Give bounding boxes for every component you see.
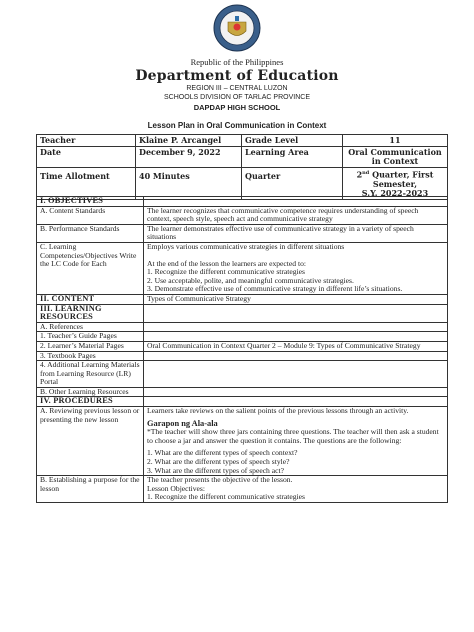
lc-line: Employs various communicative strategies in different situations <box>147 241 345 251</box>
learning-competencies-label: C. Learning Competencies/Objectives Write the LC Code for Each <box>37 242 144 294</box>
additional-materials-label: 4. Additional Learning Materials from Learning Resource (LR) Portal <box>37 361 144 388</box>
quarter-value <box>343 168 448 200</box>
row-learners-material <box>37 341 448 351</box>
performance-standards-label: B. Performance Standards <box>37 224 144 242</box>
teachers-guide-label: 1. Teacher’s Guide Pages <box>37 332 144 342</box>
row-additional-materials <box>37 361 448 388</box>
republic-line: Republic of the Philippines <box>190 57 284 67</box>
area-label: Learning Area <box>242 147 343 168</box>
establishing-purpose-value <box>144 476 448 503</box>
teacher-label: Teacher <box>37 135 136 147</box>
reviewing-lesson-value <box>144 407 448 476</box>
activity-instructions: *The teacher will show three jars containing three questions. The teacher will then ask a student to choose a jar and answer the question it contains. The questions are the following: <box>147 427 439 445</box>
deped-seal-icon <box>213 4 261 52</box>
region-line: REGION III – CENTRAL LUZON <box>186 85 288 92</box>
grade-value: 11 <box>343 135 448 147</box>
school-name: DAPDAP HIGH SCHOOL <box>193 103 281 112</box>
textbook-pages-label: 3. Textbook Pages <box>37 351 144 361</box>
quarter-suffix: nd <box>362 170 370 176</box>
reviewing-lesson-label: A. Reviewing previous lesson or presenting the new lesson <box>37 407 144 476</box>
learning-competencies-value <box>144 242 448 294</box>
info-row-date <box>37 147 448 168</box>
lesson-plan-title: Lesson Plan in Oral Communication in Context <box>147 121 327 130</box>
row-content-standards <box>37 206 448 224</box>
content-heading: II. CONTENT <box>37 294 144 304</box>
division-line: SCHOOLS DIVISION OF TARLAC PROVINCE <box>164 94 310 101</box>
area-value: Oral Communication in Context <box>343 147 448 168</box>
row-reviewing-lesson <box>37 407 448 476</box>
row-performance-standards <box>37 224 448 242</box>
date-value: December 9, 2022 <box>136 147 242 168</box>
teacher-value: Klaine P. Arcangel <box>136 135 242 147</box>
learners-material-value: Oral Communication in Context Quarter 2 – Module 9: Types of Communicative Strategy <box>144 341 448 351</box>
section-learning-resources <box>37 304 448 322</box>
activity-title: Garapon ng Ala-ala <box>147 418 218 428</box>
lesson-plan-table <box>36 196 448 503</box>
quarter-text: Quarter, First Semester, <box>369 169 434 189</box>
content-standards-value: The learner recognizes that communicative competence requires understanding of speech context, speech style, speech act and communicative strategy <box>144 206 448 224</box>
learners-material-label: 2. Learner’s Material Pages <box>37 341 144 351</box>
review-question: 2. What are the different types of speech style? <box>147 457 290 467</box>
establishing-purpose-label: B. Establishing a purpose for the lesson <box>37 476 144 503</box>
row-learning-competencies <box>37 242 448 294</box>
grade-label: Grade Level <box>242 135 343 147</box>
review-question: 1. What are the different types of speech context? <box>147 448 298 458</box>
purpose-line: The teacher presents the objective of the lesson. <box>147 475 293 485</box>
info-row-teacher <box>37 135 448 147</box>
lc-line: At the end of the lesson the learners are expected to: <box>147 258 306 268</box>
performance-standards-value: The learner demonstrates effective use of communicative strategy in a variety of speech situations <box>144 224 448 242</box>
purpose-line: 1. Recognize the different communicative strategies <box>147 492 306 502</box>
procedures-heading: IV. PROCEDURES <box>37 397 144 407</box>
info-row-time <box>37 168 448 200</box>
row-establishing-purpose <box>37 476 448 503</box>
time-label: Time Allotment <box>37 168 136 200</box>
school-year: S.Y. 2022-2023 <box>361 187 429 198</box>
lc-objective: 1. Recognize the different communicative strategies <box>147 267 306 277</box>
learning-resources-heading: III. LEARNING RESOURCES <box>37 304 144 322</box>
purpose-line: Lesson Objectives: <box>147 483 205 493</box>
info-table <box>36 134 448 200</box>
lc-objective: 2. Use acceptable, polite, and meaningful communicative strategies. <box>147 275 354 285</box>
quarter-number: 2 <box>356 169 363 180</box>
content-standards-label: A. Content Standards <box>37 206 144 224</box>
department-name: Department of Education <box>135 68 339 84</box>
content-value: Types of Communicative Strategy <box>144 294 448 304</box>
other-resources-label: B. Other Learning Resources <box>37 387 144 397</box>
review-line: Learners take reviews on the salient points of the previous lessons through an activity. <box>147 406 409 416</box>
row-teachers-guide <box>37 332 448 342</box>
date-label: Date <box>37 147 136 168</box>
references-label: A. References <box>37 322 144 332</box>
review-question: 3. What are the different types of speech act? <box>147 465 284 475</box>
section-objectives <box>37 197 448 207</box>
time-value: 40 Minutes <box>136 168 242 200</box>
objectives-heading: I. OBJECTIVES <box>37 197 144 207</box>
lc-objective: 3. Demonstrate effective use of communicative strategy in different life’s situations. <box>147 284 403 294</box>
quarter-label: Quarter <box>242 168 343 200</box>
section-content <box>37 294 448 304</box>
